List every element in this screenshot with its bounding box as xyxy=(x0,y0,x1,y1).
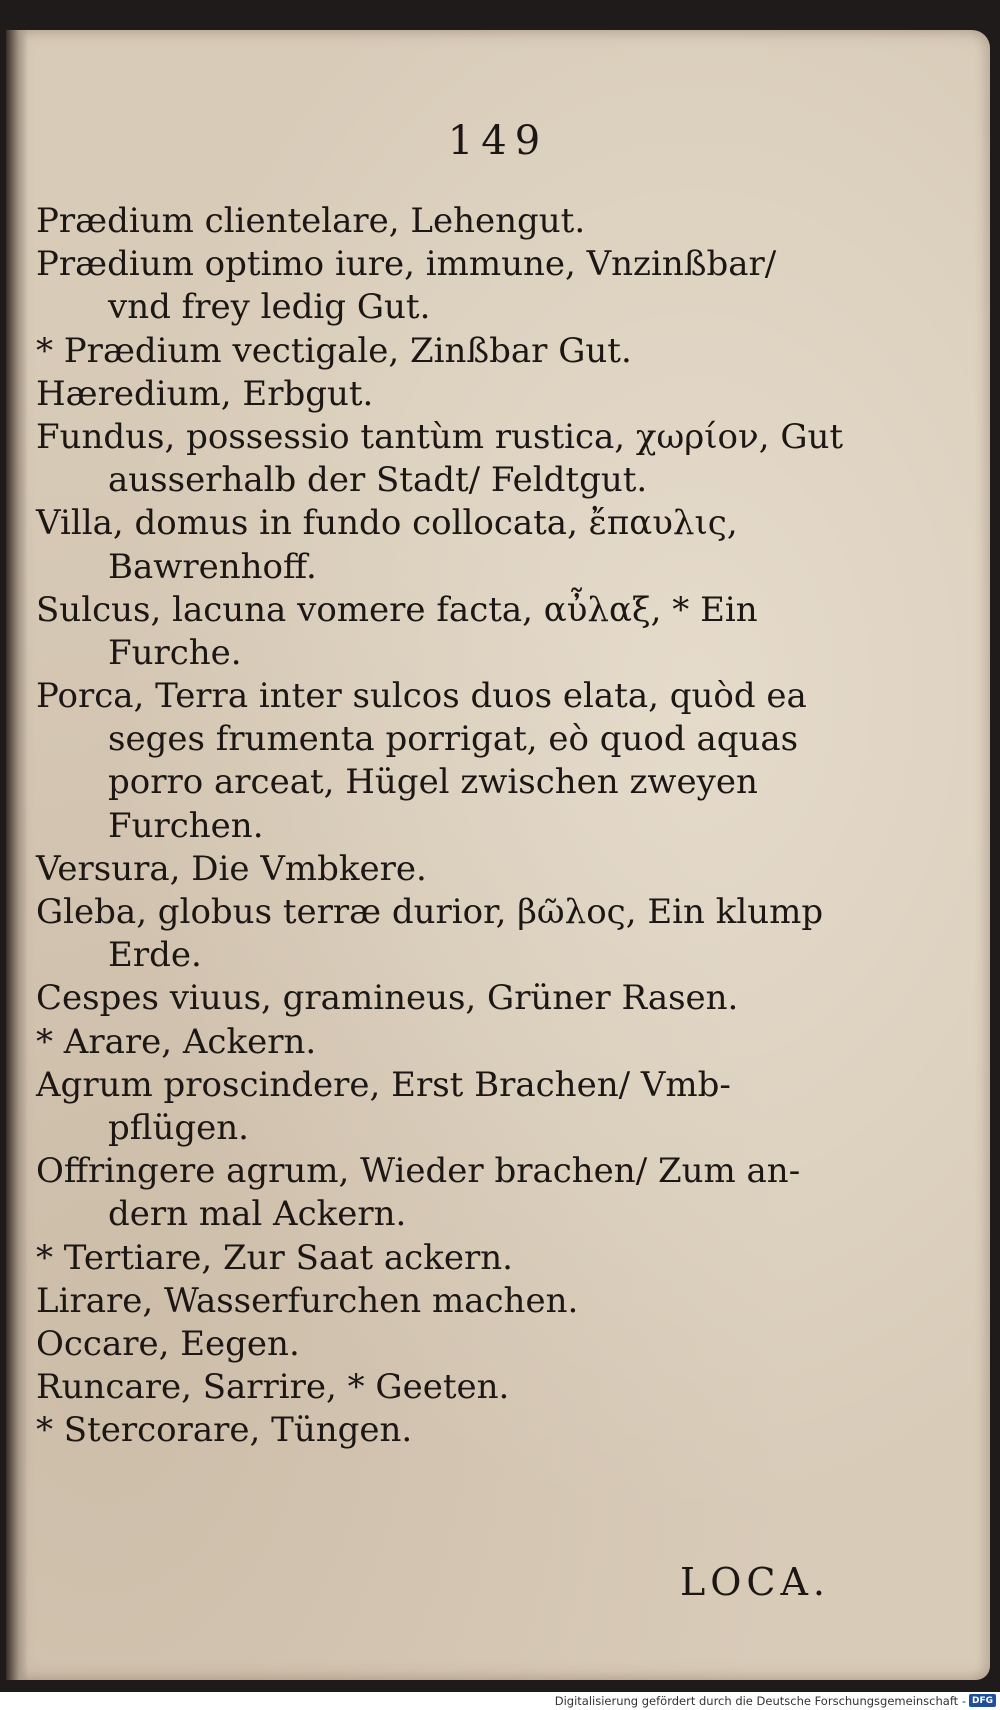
text-line: pflügen. xyxy=(108,1107,249,1148)
text-line: Occare, Eegen. xyxy=(36,1323,300,1364)
text-line: Lirare, Wasserfurchen machen. xyxy=(36,1280,579,1321)
text-line: Erde. xyxy=(108,935,202,976)
page-number: 149 xyxy=(447,118,549,164)
dfg-logo: DFG xyxy=(969,1694,996,1707)
text-line: * Prædium vectigale, Zinßbar Gut. xyxy=(36,330,632,371)
text-line: Sulcus, lacuna vomere facta, αὖλαξ, * Ein xyxy=(36,589,758,630)
text-line: Runcare, Sarrire, * Geeten. xyxy=(36,1367,510,1408)
text-line: vnd frey ledig Gut. xyxy=(108,287,431,328)
binding-gutter xyxy=(6,30,28,1680)
text-line: Cespes viuus, gramineus, Grüner Rasen. xyxy=(36,978,739,1019)
text-line: Furchen. xyxy=(108,805,264,846)
text-line: * Tertiare, Zur Saat ackern. xyxy=(36,1237,513,1278)
text-line: seges frumenta porrigat, eò quod aquas xyxy=(108,719,799,760)
text-line: dern mal Ackern. xyxy=(108,1194,407,1235)
text-line: Bawrenhoff. xyxy=(108,546,317,587)
text-line: Versura, Die Vmbkere. xyxy=(36,848,427,889)
text-line: Hæredium, Erbgut. xyxy=(36,373,374,414)
catchword: LOCA. xyxy=(680,1560,830,1604)
glossary-entries xyxy=(36,200,856,1452)
text-line: Offringere agrum, Wieder brachen/ Zum an- xyxy=(36,1151,801,1192)
text-line: Gleba, globus terræ durior, βῶλος, Ein klump xyxy=(36,892,824,932)
text-line: Villa, domus in fundo collocata, ἔπαυλις, xyxy=(36,503,738,544)
text-line: Prædium clientelare, Lehengut. xyxy=(36,201,586,241)
text-line: Agrum proscindere, Erst Brachen/ Vmb- xyxy=(36,1064,731,1105)
digitization-credit: Digitalisierung gefördert durch die Deutsche Forschungsgemeinschaft - xyxy=(554,1694,966,1708)
text-line: Furche. xyxy=(108,632,242,673)
book-page xyxy=(6,30,990,1680)
text-line: porro arceat, Hügel zwischen zweyen xyxy=(108,762,758,803)
text-line: Porca, Terra inter sulcos duos elata, quòd ea xyxy=(36,676,807,717)
text-line: * Arare, Ackern. xyxy=(36,1021,317,1062)
text-line: Fundus, possessio tantùm rustica, χωρίον, Gut xyxy=(36,416,844,457)
text-line: ausserhalb der Stadt/ Feldtgut. xyxy=(108,460,648,501)
text-line: Prædium optimo iure, immune, Vnzinßbar/ xyxy=(36,244,777,285)
text-line: * Stercorare, Tüngen. xyxy=(36,1410,413,1451)
